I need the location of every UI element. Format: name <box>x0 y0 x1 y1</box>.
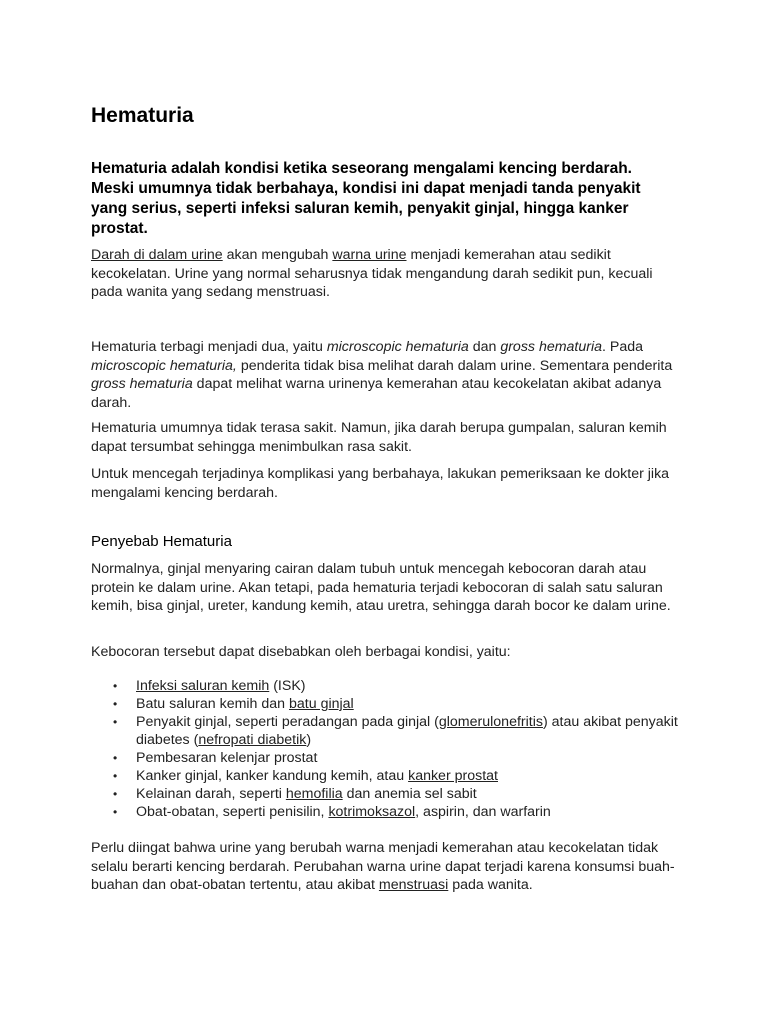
text: ) <box>306 732 312 748</box>
list-item <box>91 677 691 695</box>
list-item <box>91 695 691 713</box>
text: Penyakit ginjal, seperti peradangan pada ginjal ( <box>136 714 439 730</box>
text: akan mengubah <box>222 247 333 263</box>
text: Obat-obatan, seperti penisilin, <box>136 804 329 820</box>
link-nefropati-diabetik[interactable]: nefropati diabetik <box>198 732 307 748</box>
lead-paragraph: Hematuria adalah kondisi ketika seseorang mengalami kencing berdarah. Meski umumnya tidak berbahaya, kondisi ini dapat menjadi tanda penyakit yang serius, seperti infeksi saluran kemih, penyakit ginjal, hingga kanker prostat. <box>91 160 641 237</box>
text: dan <box>468 339 501 355</box>
term-microscopic: microscopic hematuria <box>326 339 469 355</box>
term-microscopic: microscopic hematuria, <box>91 357 237 374</box>
link-menstruasi[interactable]: menstruasi <box>378 877 449 893</box>
term-gross: gross hematuria <box>500 339 603 355</box>
text: Pembesaran kelenjar prostat <box>136 750 318 766</box>
paragraph-types <box>91 338 681 412</box>
text: dapat melihat warna urinenya kemerahan atau kecokelatan akibat adanya darah. <box>91 376 662 411</box>
text: menjadi kemerahan atau sedikit kecokelatan. Urine yang normal seharusnya tidak mengandung darah sedikit pun, kecuali pada wanita yang sedang menstruasi. <box>91 247 653 300</box>
paragraph-causes-intro: Kebocoran tersebut dapat disebabkan oleh berbagai kondisi, yaitu: <box>91 644 511 660</box>
text: dan anemia sel sabit <box>342 786 477 802</box>
link-infeksi-saluran-kemih[interactable]: Infeksi saluran kemih <box>136 678 270 694</box>
link-kotrimoksazol[interactable]: kotrimoksazol <box>328 804 416 820</box>
text: Kelainan darah, seperti <box>136 786 286 802</box>
link-warna-urine[interactable]: warna urine <box>332 247 407 263</box>
text: Hematuria terbagi menjadi dua, yaitu <box>91 339 327 355</box>
list-item <box>91 713 691 749</box>
text: (ISK) <box>269 678 306 694</box>
link-darah-di-dalam-urine[interactable]: Darah di dalam urine <box>91 247 223 263</box>
text: ) atau akibat penyakit diabetes ( <box>136 714 678 748</box>
text: Kanker ginjal, kanker kandung kemih, atau <box>136 768 409 784</box>
paragraph-kidney-function: Normalnya, ginjal menyaring cairan dalam tubuh untuk mencegah kebocoran darah atau protein ke dalam urine. Akan tetapi, pada hematuria terjadi kebocoran di salah satu saluran kemih, bisa ginjal, ureter, kandung kemih, atau uretra, sehingga darah bocor ke dalam urine. <box>91 561 671 614</box>
text: Perlu diingat bahwa urine yang berubah warna menjadi kemerahan atau kecokelatan tidak selalu berarti kencing berdarah. Perubahan warna urine dapat terjadi karena konsumsi buah-buahan dan obat-obatan tertentu, atau akibat <box>91 840 675 893</box>
bullet-icon: • <box>113 679 118 693</box>
bullet-icon: • <box>113 769 118 783</box>
link-hemofilia[interactable]: hemofilia <box>285 786 343 802</box>
link-glomerulonefritis[interactable]: glomerulonefritis <box>438 714 543 730</box>
section-title: Penyebab Hematuria <box>91 533 232 550</box>
bullet-icon: • <box>113 787 118 801</box>
list-item <box>91 749 691 767</box>
bullet-icon: • <box>113 805 118 819</box>
bullet-icon: • <box>113 697 118 711</box>
term-gross: gross hematuria <box>91 376 193 392</box>
page-title: Hematuria <box>91 104 194 127</box>
list-item <box>91 803 691 821</box>
causes-list <box>91 677 691 821</box>
paragraph-urine-color <box>91 246 681 302</box>
link-batu-ginjal[interactable]: batu ginjal <box>289 696 354 712</box>
paragraph-pain: Hematuria umumnya tidak terasa sakit. Namun, jika darah berupa gumpalan, saluran kemih dapat tersumbat sehingga menimbulkan rasa sakit. <box>91 420 667 455</box>
bullet-icon: • <box>113 751 118 765</box>
text: , aspirin, dan warfarin <box>415 804 551 820</box>
text: pada wanita. <box>448 877 533 893</box>
text: Batu saluran kemih dan <box>136 696 290 712</box>
paragraph-prevention: Untuk mencegah terjadinya komplikasi yang berbahaya, lakukan pemeriksaan ke dokter jika mengalami kencing berdarah. <box>91 466 670 501</box>
bullet-icon: • <box>113 715 118 729</box>
paragraph-color-note <box>91 839 681 895</box>
list-item <box>91 785 691 803</box>
text: . Pada <box>602 339 644 355</box>
list-item <box>91 767 691 785</box>
text: penderita tidak bisa melihat darah dalam urine. Sementara penderita <box>236 357 673 374</box>
link-kanker-prostat[interactable]: kanker prostat <box>408 768 498 784</box>
